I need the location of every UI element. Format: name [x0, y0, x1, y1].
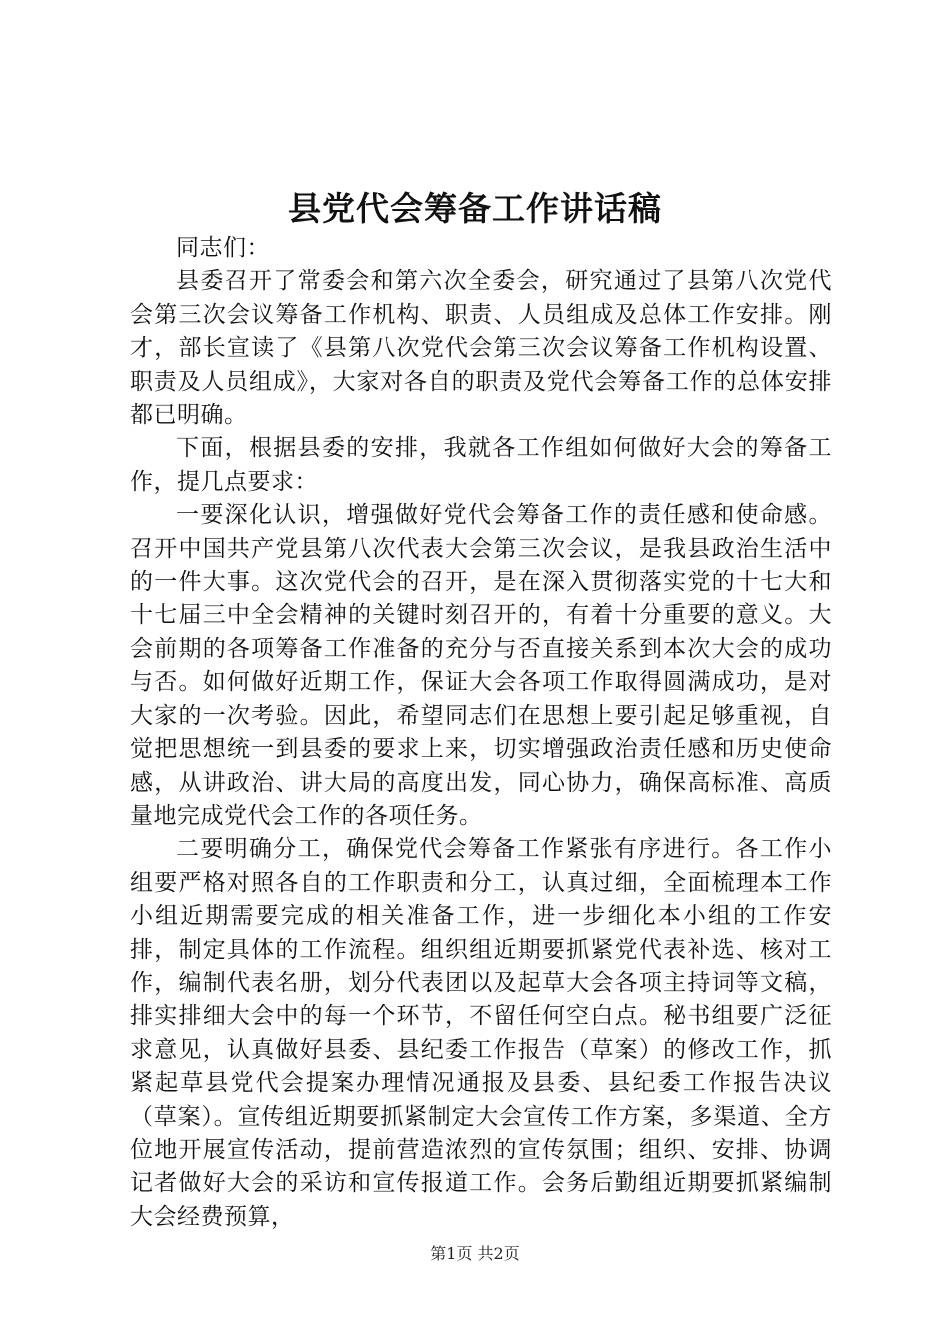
- paragraph-requirement-two: 二要明确分工，确保党代会筹备工作紧张有序进行。各工作小组要严格对照各自的工作职责和分工，认真过细，全面梳理本工作小组近期需要完成的相关准备工作，进一步细化本小组的工作安排，制定具体的工作流程。组织组近期要抓紧党代表补选、核对工作，编制代表名册，划分代表团以及起草大会各项主持词等文稿，排实排细大会中的每一个环节，不留任何空白点。秘书组要广泛征求意见，认真做好县委、县纪委工作报告（草案）的修改工作，抓紧起草县党代会提案办理情况通报及县委、县纪委工作报告决议（草案）。宣传组近期要抓紧制定大会宣传工作方案，多渠道、全方位地开展宣传活动，提前营造浓烈的宣传氛围；组织、安排、协调记者做好大会的采访和宣传报道工作。会务后勤组近期要抓紧编制大会经费预算，: [130, 836, 832, 1230]
- document-body: [130, 232, 832, 1234]
- page-footer: 第1页 共2页: [430, 1244, 520, 1263]
- paragraph-requirements-lead: 下面，根据县委的安排，我就各工作组如何做好大会的筹备工作，提几点要求：: [130, 435, 832, 495]
- paragraph-requirement-one: 一要深化认识，增强做好党代会筹备工作的责任感和使命感。召开中国共产党县第八次代表大会第三次会议，是我县政治生活中的一件大事。这次党代会的召开，是在深入贯彻落实党的十七大和十七届三中全会精神的关键时刻召开的，有着十分重要的意义。大会前期的各项筹备工作准备的充分与否直接关系到本次大会的成功与否。如何做好近期工作，保证大会各项工作取得圆满成功，是对大家的一次考验。因此，希望同志们在思想上要引起足够重视，自觉把思想统一到县委的要求上来，切实增强政治责任感和历史使命感，从讲政治、讲大局的高度出发，同心协力，确保高标准、高质量地完成党代会工作的各项任务。: [130, 502, 832, 829]
- paragraph-salutation: 同志们：: [176, 235, 270, 261]
- document-title: 县党代会筹备工作讲话稿: [288, 189, 662, 228]
- paragraph-intro: 县委召开了常委会和第六次全委会，研究通过了县第八次党代会第三次会议筹备工作机构、职责、人员组成及总体工作安排。刚才，部长宣读了《县第八次党代会第三次会议筹备工作机构设置、职责及人员组成》，大家对各自的职责及党代会筹备工作的总体安排都已明确。: [130, 268, 832, 429]
